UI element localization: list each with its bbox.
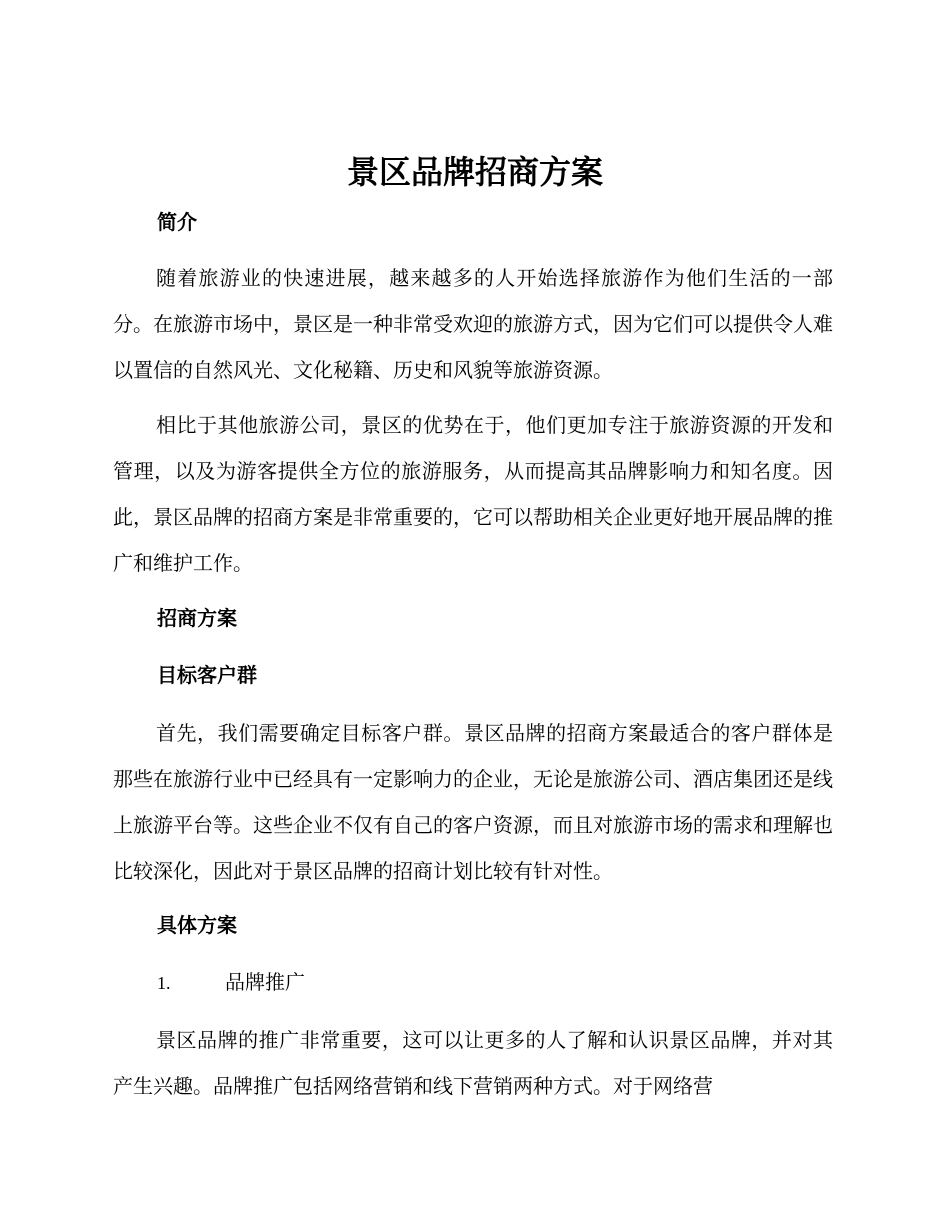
section-heading-target: 目标客户群: [157, 663, 257, 687]
section-heading-plan: 招商方案: [157, 606, 237, 630]
list-item-text: 品牌推广: [225, 970, 305, 994]
paragraph-target-1: 首先，我们需要确定目标客户群。景区品牌的招商方案最适合的客户群体是那些在旅游行业中已经具有一定影响力的企业，无论是旅游公司、酒店集团还是线上旅游平台等。这些企业不仅有自己的客户资源，而且对旅游市场的需求和理解也比较深化，因此对于景区品牌的招商计划比较有针对性。: [113, 721, 833, 883]
paragraph-intro-1: 随着旅游业的快速进展，越来越多的人开始选择旅游作为他们生活的一部分。在旅游市场中，景区是一种非常受欢迎的旅游方式，因为它们可以提供令人难以置信的自然风光、文化秘籍、历史和风貌等旅游资源。: [113, 266, 833, 382]
paragraph-promo-1: 景区品牌的推广非常重要，这可以让更多的人了解和认识景区品牌，并对其产生兴趣。品牌推广包括网络营销和线下营销两种方式。对于网络营: [113, 1028, 833, 1098]
paragraph-intro-2: 相比于其他旅游公司，景区的优势在于，他们更加专注于旅游资源的开发和管理，以及为游客提供全方位的旅游服务，从而提高其品牌影响力和知名度。因此，景区品牌的招商方案是非常重要的，它可以帮助相关企业更好地开展品牌的推广和维护工作。: [113, 413, 833, 575]
document-title: 景区品牌招商方案: [346, 153, 603, 191]
section-heading-intro: 简介: [157, 210, 197, 234]
section-heading-specific: 具体方案: [157, 913, 237, 937]
list-item-number: 1.: [157, 973, 171, 993]
